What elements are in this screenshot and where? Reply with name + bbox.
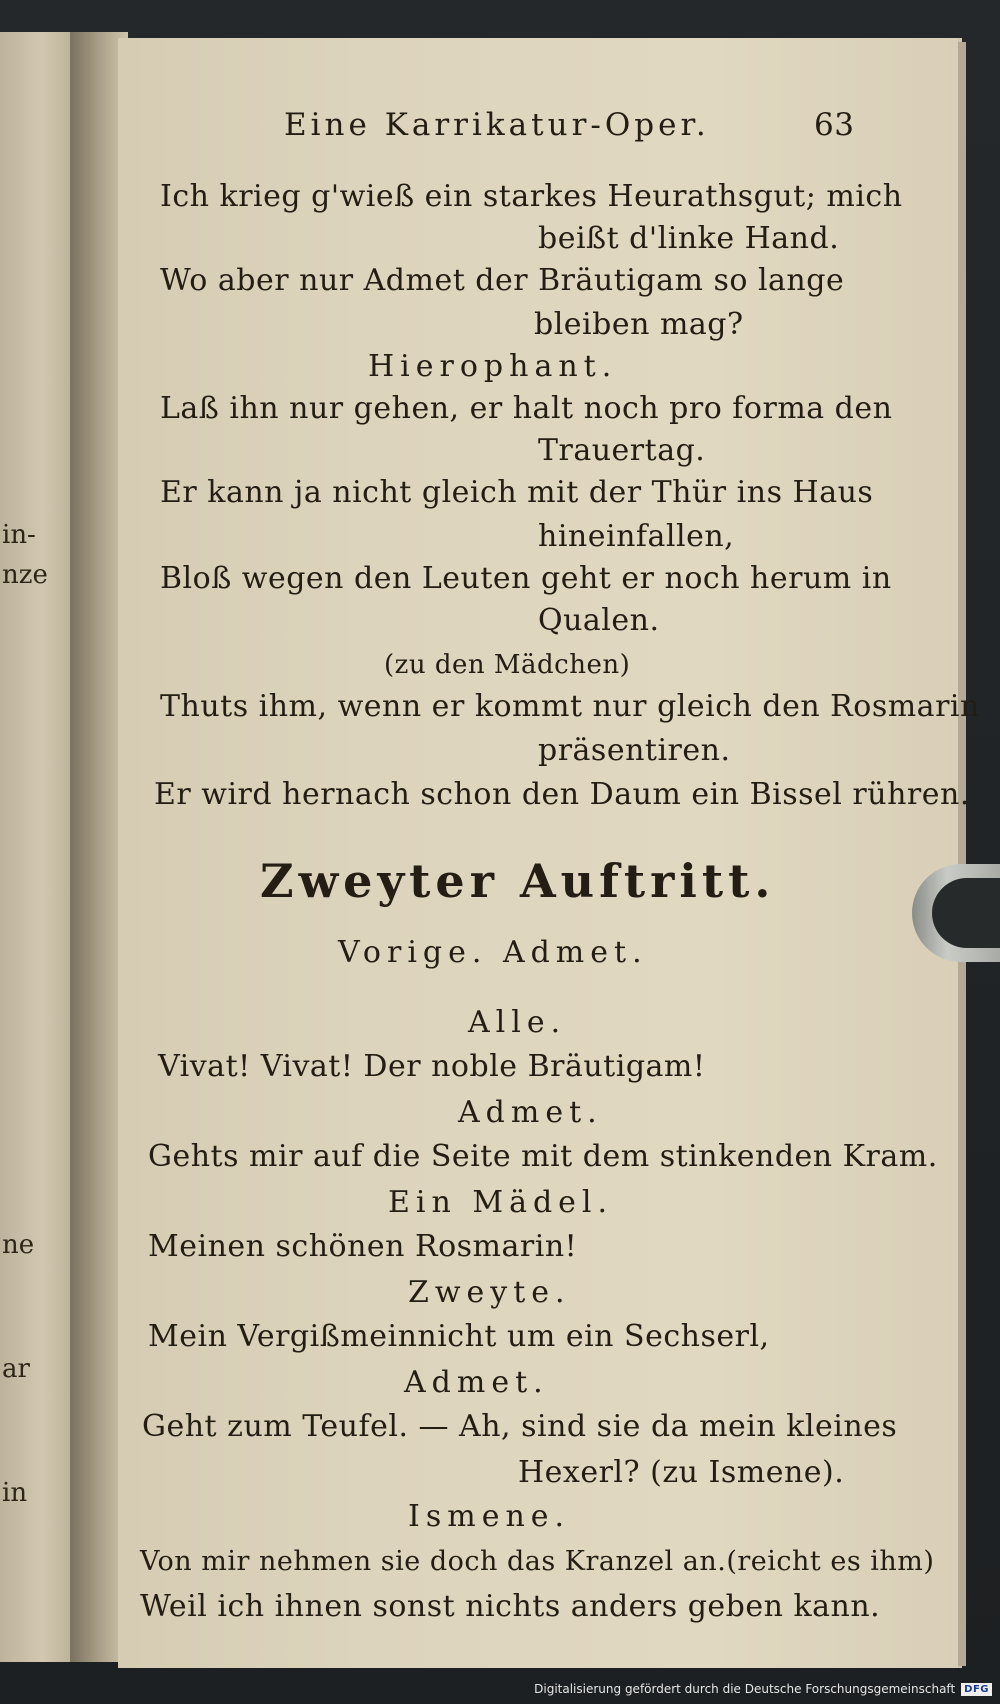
- text-line: Mein Vergißmeinnicht um ein Sechserl,: [148, 1319, 770, 1354]
- speaker-name: Zweyte.: [408, 1275, 571, 1310]
- text-line: Gehts mir auf die Seite mit dem stinkenden Kram.: [148, 1139, 938, 1174]
- footer-credit: [534, 1678, 992, 1700]
- text-line: präsentiren.: [538, 733, 731, 768]
- scene-characters: Vorige. Admet.: [338, 935, 648, 970]
- text-line: Bloß wegen den Leuten geht er noch herum in: [160, 561, 892, 596]
- left-facing-page: [0, 32, 78, 1662]
- text-line: bleiben mag?: [534, 307, 744, 342]
- footer-text: Digitalisierung gefördert durch die Deutsche Forschungsgemeinschaft: [534, 1682, 956, 1696]
- text-line: Er kann ja nicht gleich mit der Thür ins Haus: [160, 475, 874, 510]
- text-line: Ich krieg g'wieß ein starkes Heurathsgut; mich: [160, 179, 903, 214]
- speaker-name: Admet.: [458, 1095, 603, 1130]
- speaker-name: Admet.: [404, 1365, 549, 1400]
- page-edge: [958, 42, 966, 1666]
- text-line: Hexerl? (zu Ismene).: [518, 1455, 845, 1490]
- text-line: Er wird hernach schon den Daum ein Bissel rühren.: [154, 777, 970, 812]
- dfg-logo-icon: DFG: [961, 1683, 992, 1696]
- text-line: Meinen schönen Rosmarin!: [148, 1229, 578, 1264]
- text-line: Trauertag.: [538, 433, 706, 468]
- speaker-name: Hierophant.: [368, 349, 618, 384]
- left-page-fragment: in-: [2, 520, 36, 550]
- left-page-fragment: in: [2, 1478, 28, 1508]
- text-line: Wo aber nur Admet der Bräutigam so lange: [160, 263, 845, 298]
- text-line: Laß ihn nur gehen, er halt noch pro forma den: [160, 391, 893, 426]
- text-line: Geht zum Teufel. — Ah, sind sie da mein kleines: [142, 1409, 898, 1444]
- speaker-name: Alle.: [468, 1005, 567, 1040]
- text-line: Vivat! Vivat! Der noble Bräutigam!: [158, 1049, 706, 1084]
- stage-direction: (zu den Mädchen): [384, 650, 631, 680]
- scene-heading: Zweyter Auftritt.: [260, 854, 776, 908]
- left-page-fragment: ne: [2, 1230, 35, 1260]
- text-line: Thuts ihm, wenn er kommt nur gleich den Rosmarin: [160, 689, 980, 724]
- page-number: 63: [814, 107, 855, 143]
- speaker-name: Ein Mädel.: [388, 1185, 614, 1220]
- text-line: Qualen.: [538, 603, 660, 638]
- text-line: beißt d'linke Hand.: [538, 221, 840, 256]
- text-line: Von mir nehmen sie doch das Kranzel an.(reicht es ihm): [140, 1546, 935, 1577]
- speaker-name: Ismene.: [408, 1499, 571, 1534]
- left-page-fragment: nze: [2, 560, 48, 590]
- running-header-title: Eine Karrikatur-Oper.: [284, 107, 710, 143]
- text-line: hineinfallen,: [538, 519, 735, 554]
- text-line: Weil ich ihnen sonst nichts anders geben kann.: [140, 1589, 881, 1624]
- left-page-fragment: ar: [2, 1354, 30, 1384]
- book-clip-hole: [932, 878, 1000, 948]
